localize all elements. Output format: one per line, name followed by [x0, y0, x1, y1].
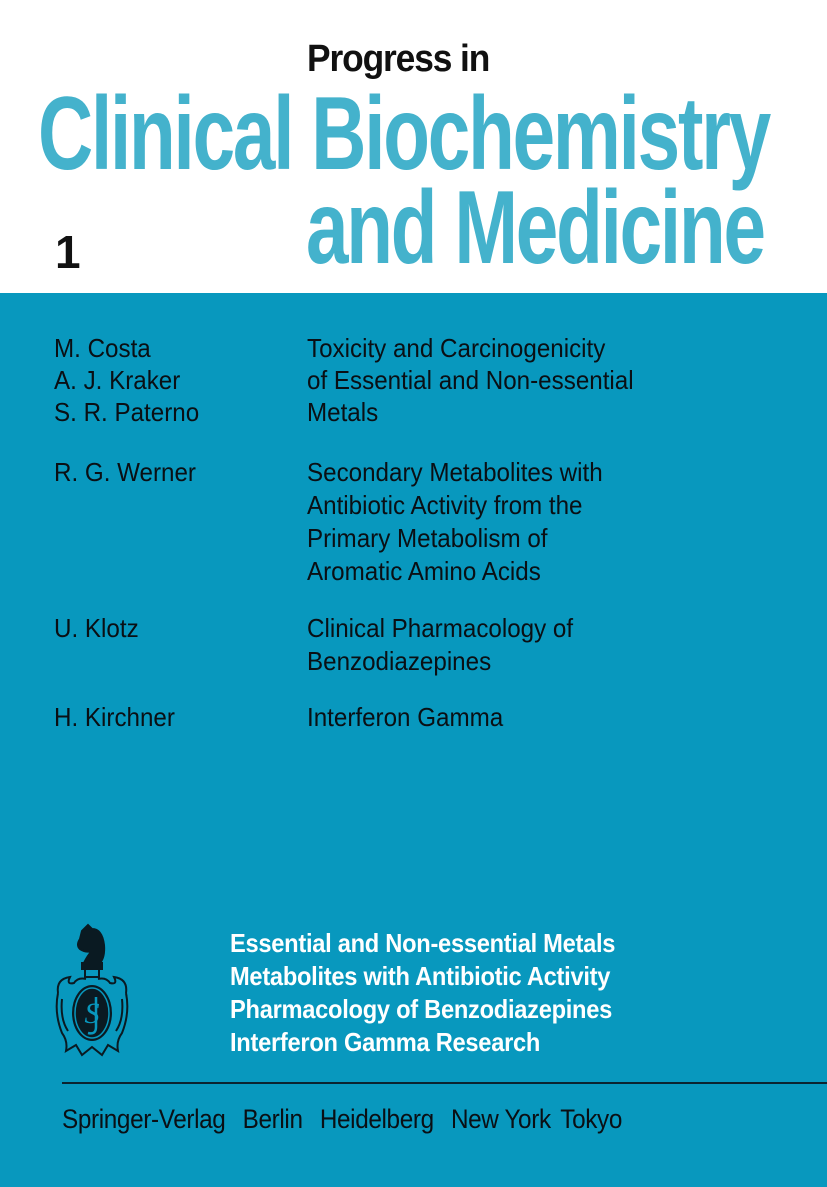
springer-knight-logo-icon: [52, 923, 132, 1063]
contribution-title-line: Benzodiazepines: [307, 646, 492, 676]
contribution-title-line: Antibiotic Activity from the: [307, 490, 583, 520]
subject-item: Pharmacology of Benzodiazepines: [230, 994, 613, 1024]
contribution-title-line: Secondary Metabolites with: [307, 457, 603, 487]
author: A. J. Kraker: [54, 365, 181, 395]
series-kicker: Progress in: [307, 38, 490, 80]
author: U. Klotz: [54, 613, 139, 643]
cover-header: [0, 0, 827, 293]
volume-number: 1: [55, 226, 81, 278]
publisher-city: New York: [450, 1104, 551, 1134]
svg-text:S: S: [84, 997, 100, 1030]
contribution-title-line: Toxicity and Carcinogenicity: [307, 333, 606, 363]
series-title-line-1: Clinical Biochemistry: [38, 76, 770, 192]
publisher-imprint: [62, 1104, 633, 1135]
divider-rule: [62, 1082, 827, 1084]
contribution-title-line: Metals: [307, 397, 379, 427]
series-title-line-2: and Medicine: [306, 170, 764, 286]
contribution-title-line: Clinical Pharmacology of: [307, 613, 574, 643]
publisher-city: Heidelberg: [319, 1104, 434, 1134]
author: M. Costa: [54, 333, 151, 363]
contribution-title-line: Primary Metabolism of: [307, 523, 548, 553]
subject-list: [230, 927, 653, 1059]
publisher-name: Springer-Verlag: [62, 1104, 226, 1134]
subject-item: Metabolites with Antibiotic Activity: [230, 961, 611, 991]
author: H. Kirchner: [54, 702, 175, 732]
publisher-city: Berlin: [242, 1104, 303, 1134]
author: R. G. Werner: [54, 457, 196, 487]
subject-item: Essential and Non-essential Metals: [230, 928, 616, 958]
contribution-title-line: Aromatic Amino Acids: [307, 556, 541, 586]
contribution-title-line: of Essential and Non-essential: [307, 365, 634, 395]
subject-item: Interferon Gamma Research: [230, 1027, 541, 1057]
publisher-city: Tokyo: [560, 1104, 622, 1134]
author: S. R. Paterno: [54, 397, 200, 427]
contribution-title-line: Interferon Gamma: [307, 702, 504, 732]
